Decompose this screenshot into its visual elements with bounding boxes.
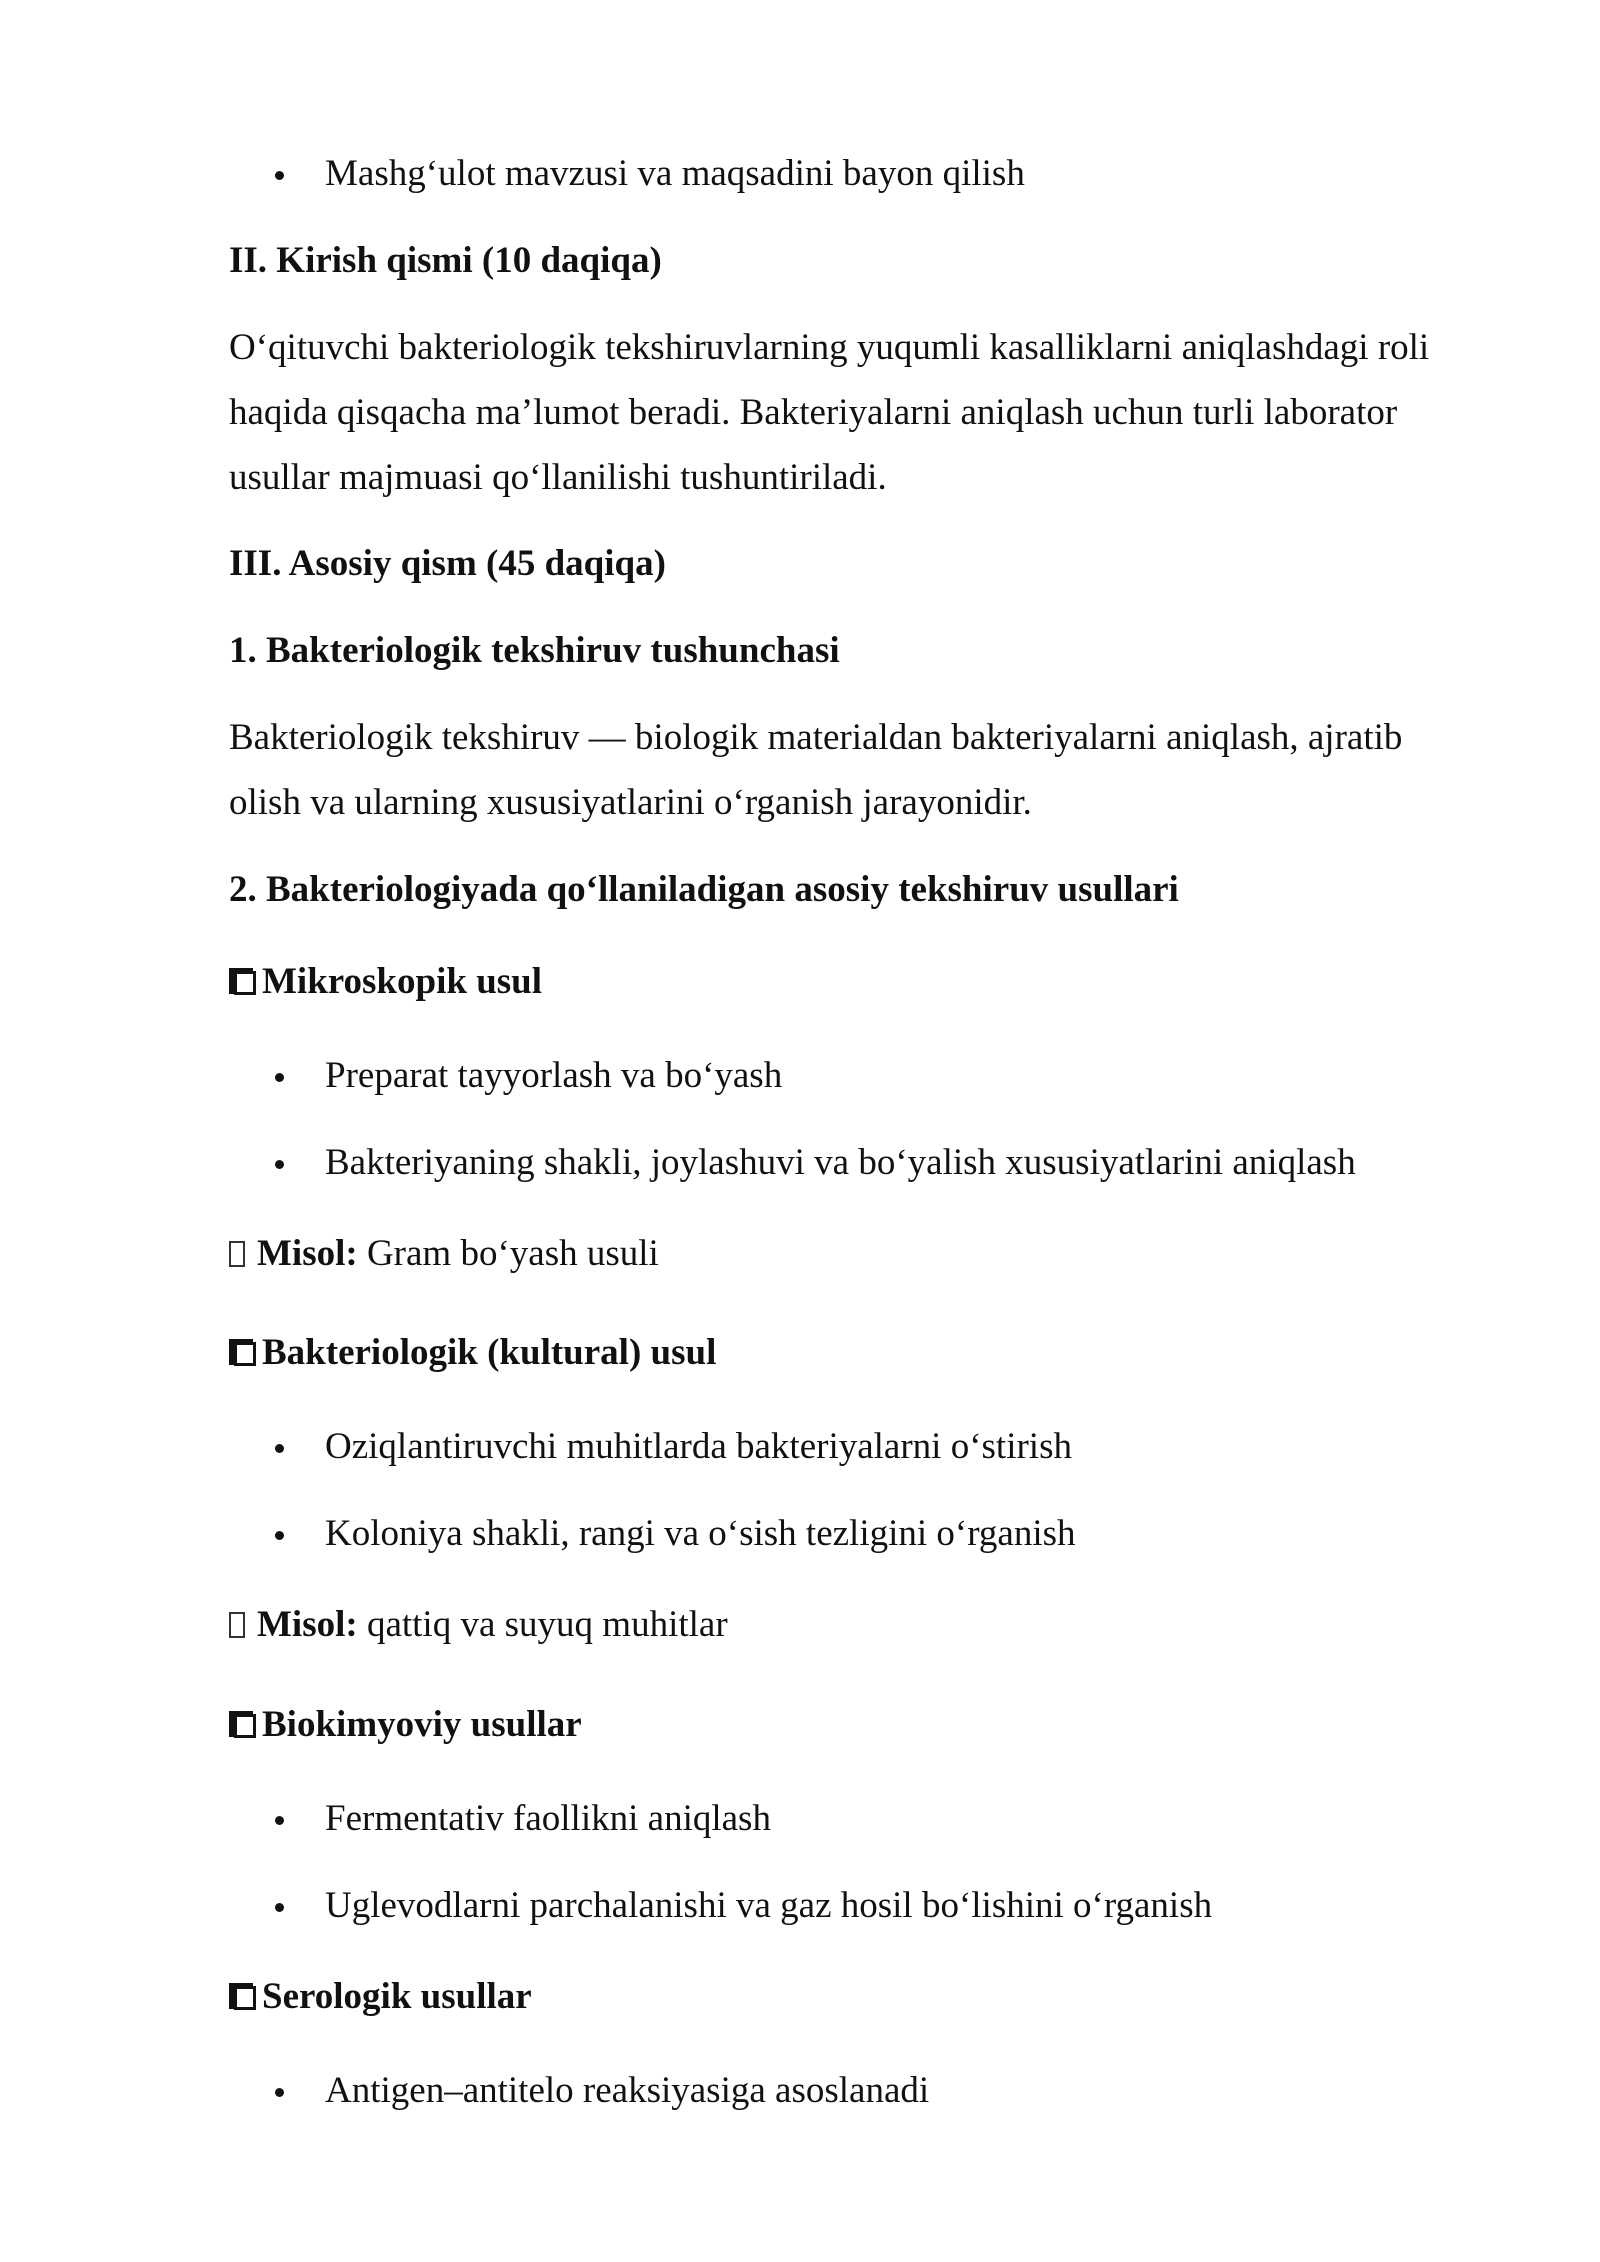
method-heading: Serologik usullar: [262, 1976, 532, 2017]
numbered-box-icon: [229, 968, 257, 998]
list-item-text: Oziqlantiruvchi muhitlarda bakteriyalarni o‘stirish: [325, 1426, 1072, 1467]
subsection-heading: 1. Bakteriologik tekshiruv tushunchasi: [229, 630, 840, 671]
example-text: qattiq va suyuq muhitlar: [357, 1604, 728, 1645]
paragraph-line: haqida qisqacha ma’lumot beradi. Bakteriyalarni aniqlash uchun turli laborator: [229, 392, 1398, 433]
section-heading: II. Kirish qismi (10 daqiqa): [229, 240, 662, 281]
bullet-dot-icon: [275, 2088, 284, 2097]
example-line: [229, 1600, 728, 1650]
bullet-dot-icon: [275, 1816, 284, 1825]
method-heading: Biokimyoviy usullar: [262, 1704, 582, 1745]
example-label: Misol:: [257, 1604, 358, 1645]
section-heading: III. Asosiy qism (45 daqiqa): [229, 543, 666, 584]
list-item-text: Preparat tayyorlash va bo‘yash: [325, 1055, 783, 1096]
list-item-text: Mashg‘ulot mavzusi va maqsadini bayon qilish: [325, 153, 1025, 194]
paragraph-line: Bakteriologik tekshiruv — biologik materialdan bakteriyalarni aniqlash, ajratib: [229, 717, 1403, 758]
list-item-text: Bakteriyaning shakli, joylashuvi va bo‘yalish xususiyatlarini aniqlash: [325, 1142, 1356, 1183]
subsection-heading: 2. Bakteriologiyada qo‘llaniladigan asosiy tekshiruv usullari: [229, 869, 1179, 910]
list-item-text: Antigen–antitelo reaksiyasiga asoslanadi: [325, 2070, 930, 2111]
bullet-dot-icon: [275, 1073, 284, 1082]
missing-glyph-icon: [229, 1241, 245, 1267]
bullet-dot-icon: [275, 1531, 284, 1540]
example-label: Misol:: [257, 1233, 358, 1274]
bullet-dot-icon: [275, 1160, 284, 1169]
bullet-dot-icon: [275, 171, 284, 180]
bullet-dot-icon: [275, 1903, 284, 1912]
example-line: [229, 1229, 659, 1279]
paragraph-line: usullar majmuasi qo‘llanilishi tushuntiriladi.: [229, 457, 887, 498]
bullet-dot-icon: [275, 1444, 284, 1453]
missing-glyph-icon: [229, 1612, 245, 1638]
numbered-box-icon: [229, 1711, 257, 1741]
method-heading: Bakteriologik (kultural) usul: [262, 1332, 717, 1373]
list-item-text: Fermentativ faollikni aniqlash: [325, 1798, 771, 1839]
numbered-box-icon: [229, 1983, 257, 2013]
paragraph-line: O‘qituvchi bakteriologik tekshiruvlarning yuqumli kasalliklarni aniqlashdagi roli: [229, 327, 1430, 368]
list-item-text: Uglevodlarni parchalanishi va gaz hosil bo‘lishini o‘rganish: [325, 1885, 1213, 1926]
method-heading: Mikroskopik usul: [262, 961, 543, 1002]
numbered-box-icon: [229, 1339, 257, 1369]
paragraph-line: olish va ularning xususiyatlarini o‘rganish jarayonidir.: [229, 782, 1032, 823]
list-item-text: Koloniya shakli, rangi va o‘sish tezligini o‘rganish: [325, 1513, 1076, 1554]
example-text: Gram bo‘yash usuli: [357, 1233, 659, 1274]
